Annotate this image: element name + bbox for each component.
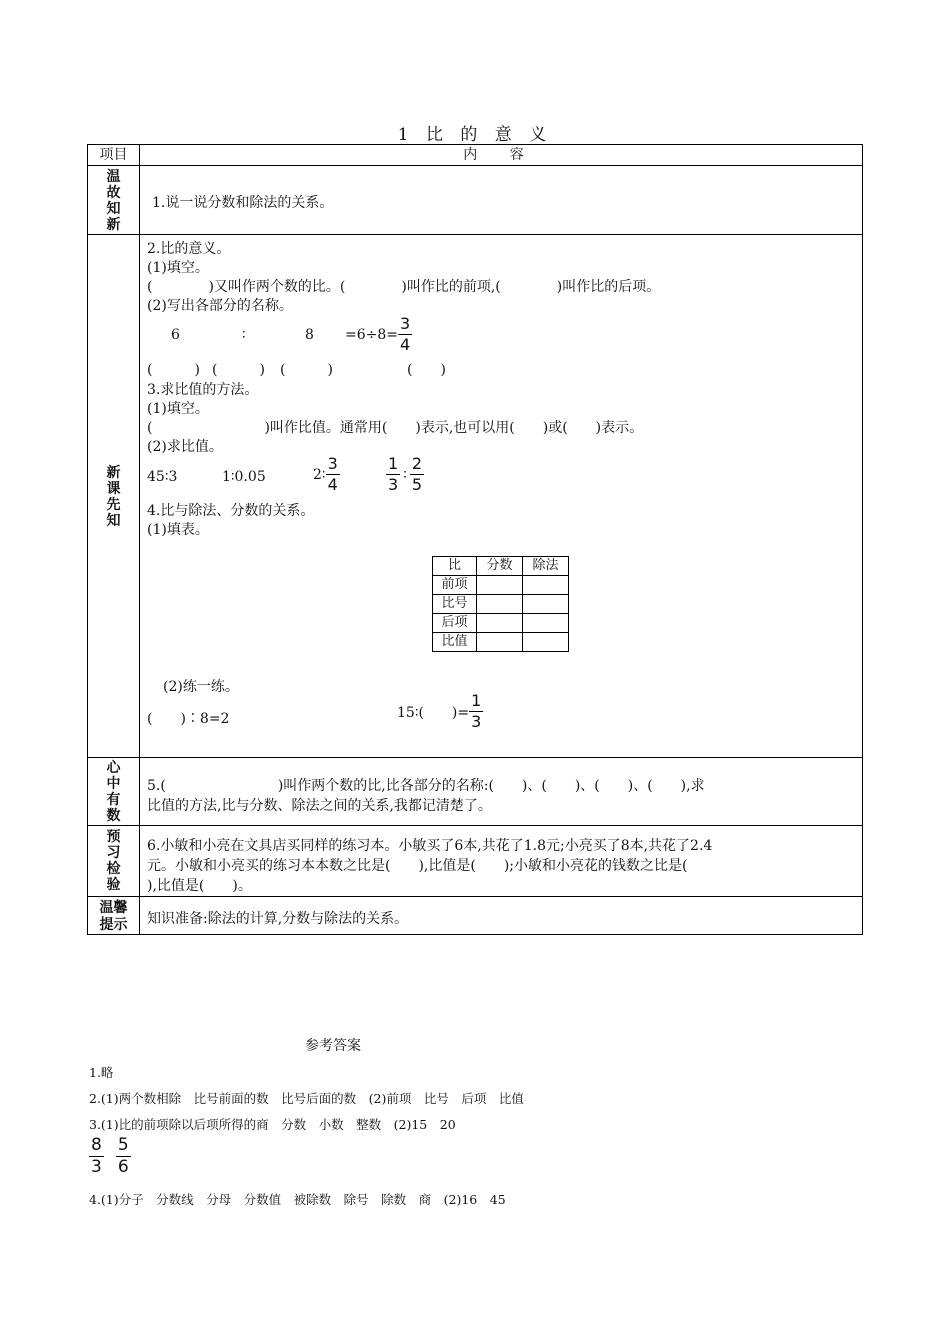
- column-divider: [139, 145, 140, 934]
- row-divider: [88, 896, 862, 897]
- table-header: 除法: [523, 557, 569, 576]
- ratio-problem-1: 45∶3: [147, 469, 178, 485]
- label-xinke: 新课先知: [106, 464, 121, 529]
- section-4-title: 4.比与除法、分数的关系。: [147, 503, 315, 519]
- ratio-example-a: 6: [171, 327, 180, 343]
- section-3-sub2: (2)求比值。: [147, 439, 223, 455]
- page-title: 1 比 的 意 义: [397, 125, 553, 145]
- section-2-sub2: (2)写出各部分的名称。: [147, 298, 293, 314]
- fraction-3-4: $\frac{3}{4}$: [400, 314, 411, 354]
- fraction-5-6: $\frac{5}{6}$: [117, 1135, 129, 1177]
- table-header: 比: [433, 557, 477, 576]
- fraction-3-4: $\frac{3}{4}$: [327, 454, 338, 494]
- answer-2: 2.(1)两个数相除 比号前面的数 比号后面的数 (2)前项 比号 后项 比值: [89, 1091, 524, 1106]
- ratio-problem-3: 2∶ $\frac{3}{4}$: [313, 454, 338, 494]
- blank-part-1[interactable]: ( ): [147, 362, 200, 378]
- table-cell[interactable]: [523, 614, 569, 633]
- yuxi-line-2: 元。小敏和小亮买的练习本本数之比是( ),比值是( );小敏和小亮花的钱数之比是(: [147, 858, 688, 874]
- ratio-example-eq: =6÷8= $\frac{3}{4}$: [345, 314, 411, 354]
- table-row-label: 前项: [433, 576, 477, 595]
- fraction-1-3: $\frac{1}{3}$: [471, 691, 482, 731]
- fill-table: [432, 556, 569, 652]
- blank-part-3[interactable]: ( ): [280, 362, 333, 378]
- yuxi-line-1: 6.小敏和小亮在文具店买同样的练习本。小敏买了6本,共花了1.8元;小亮买了8本,共花了2.4: [147, 838, 713, 854]
- table-row-label: 比号: [433, 595, 477, 614]
- fraction-2-5: $\frac{2}{5}$: [411, 454, 423, 494]
- label-wengu: 温故知新: [106, 168, 121, 233]
- row-divider: [88, 165, 862, 166]
- wenxin-text: 知识准备:除法的计算,分数与除法的关系。: [147, 911, 409, 927]
- answer-3: 3.(1)比的前项除以后项所得的商 分数 小数 整数 (2)15 20: [89, 1117, 456, 1132]
- fraction-1-3: $\frac{1}{3}$: [388, 454, 399, 494]
- table-cell[interactable]: [523, 576, 569, 595]
- row-divider: [88, 757, 862, 758]
- ratio-example-colon: ∶: [242, 327, 246, 343]
- blank-part-4[interactable]: ( ): [407, 362, 446, 378]
- answer-3-fractions: [89, 1137, 131, 1176]
- table-cell[interactable]: [523, 633, 569, 652]
- table-row-label: 比值: [433, 633, 477, 652]
- blank-part-2[interactable]: ( ): [212, 362, 265, 378]
- fraction-8-3: $\frac{8}{3}$: [91, 1135, 102, 1177]
- ratio-example-b: 8: [305, 327, 314, 343]
- header-item: 项目: [99, 147, 128, 163]
- label-wenxin: 温馨提示: [99, 899, 128, 933]
- section-3-fill-line: ( )叫作比值。通常用( )表示,也可以用( )或( )表示。: [147, 420, 644, 436]
- table-header: 分数: [477, 557, 523, 576]
- wengu-text: 1.说一说分数和除法的关系。: [152, 195, 334, 211]
- section-2-sub1: (1)填空。: [147, 260, 209, 276]
- row-divider: [88, 234, 862, 235]
- answer-4: 4.(1)分子 分数线 分母 分数值 被除数 除号 除数 商 (2)16 45: [89, 1192, 506, 1207]
- table-row-label: 后项: [433, 614, 477, 633]
- answer-1: 1.略: [89, 1065, 114, 1080]
- section-4-sub1: (1)填表。: [147, 522, 209, 538]
- xinzhong-line-2: 比值的方法,比与分数、除法之间的关系,我都记清楚了。: [147, 798, 492, 814]
- table-cell[interactable]: [523, 595, 569, 614]
- row-divider: [88, 825, 862, 826]
- table-cell[interactable]: [477, 633, 523, 652]
- table-cell[interactable]: [477, 614, 523, 633]
- answers-title: 参考答案: [305, 1038, 361, 1054]
- practice-2: 15∶( )= $\frac{1}{3}$: [397, 691, 482, 731]
- section-2-fill-line: ( )又叫作两个数的比。( )叫作比的前项,( )叫作比的后项。: [147, 279, 661, 295]
- section-4-sub2: (2)练一练。: [163, 679, 239, 695]
- ratio-problem-4: $\frac{1}{3}$ ∶ $\frac{2}{5}$: [388, 454, 423, 494]
- table-cell[interactable]: [477, 576, 523, 595]
- section-3-title: 3.求比值的方法。: [147, 382, 259, 398]
- header-content: 内 容: [463, 147, 538, 163]
- table-cell[interactable]: [477, 595, 523, 614]
- xinzhong-line-1: 5.( )叫作两个数的比,比各部分的名称:( )、( )、( )、( ),求: [147, 778, 705, 794]
- section-2-title: 2.比的意义。: [147, 241, 231, 257]
- yuxi-line-3: ),比值是( )。: [147, 878, 252, 894]
- section-3-sub1: (1)填空。: [147, 401, 209, 417]
- label-xinzhong: 心中有数: [106, 759, 121, 824]
- ratio-problem-2: 1∶0.05: [222, 469, 266, 485]
- label-yuxi: 预习检验: [106, 829, 121, 893]
- practice-1: ( )∶8=2: [147, 711, 230, 727]
